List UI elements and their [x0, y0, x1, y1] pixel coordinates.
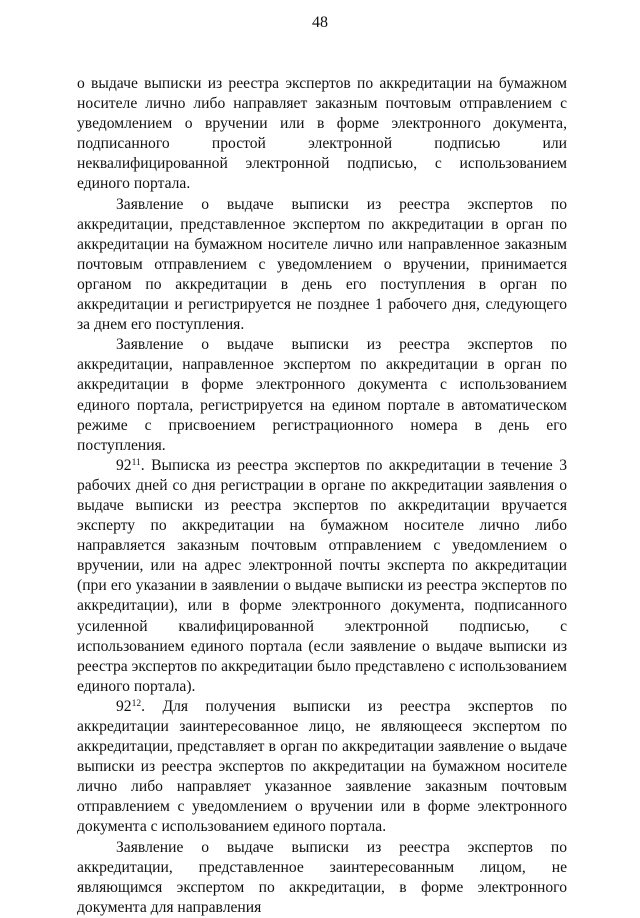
paragraph-interested-party-electronic: Заявление о выдаче выписки из реестра экспертов по аккредитации, представленное заинтересованным лицом, не являющимся экспертом по аккредитации, в форме электронного документа для направления: [77, 838, 567, 916]
paragraph-continuation: о выдаче выписки из реестра экспертов по аккредитации на бумажном носителе лично либо направляет заказным почтовым отправлением с уведомлением о вручении или в форме электронного документа, подписанного простой электронной подписью или неквалифицированной электронной подписью, с использованием единого портала.: [77, 75, 567, 193]
clause-number: 92: [116, 697, 132, 715]
clause-92-12: [77, 697, 567, 838]
clause-superscript: 12: [131, 698, 142, 709]
clause-text: . Для получения выписки из реестра экспертов по аккредитации заинтересованное лицо, не являющееся экспертом по аккредитации, представляет в орган по аккредитации заявление о выдаче выписки из реестра экспертов по аккредитации на бумажном носителе лично либо направляет указанное заявление заказным почтовым отправлением с уведомлением о вручении или в форме электронного документа с использованием единого портала.: [77, 697, 567, 836]
page-number: 48: [312, 14, 328, 31]
clause-superscript: 11: [131, 457, 141, 468]
paragraph-registration-paper: Заявление о выдаче выписки из реестра экспертов по аккредитации, представленное экспертом по аккредитации в орган по аккредитации на бумажном носителе лично или направленное заказным почтовым отправлением с уведомлением о вручении, принимается органом по аккредитации в день его поступления в орган по аккредитации и регистрируется не позднее 1 рабочего дня, следующего за днем его поступления.: [77, 195, 567, 334]
clause-number: 92: [116, 456, 132, 474]
clause-text: . Выписка из реестра экспертов по аккредитации в течение 3 рабочих дней со дня регистрации в органе по аккредитации заявления о выдаче выписки из реестра экспертов по аккредитации вручается эксперту по аккредитации на бумажном носителе лично либо направляется заказным почтовым отправлением с уведомлением о вручении, или на адрес электронной почты эксперта по аккредитации (при его указании в заявлении о выдаче выписки из реестра экспертов по аккредитации), или в форме электронного документа, подписанного усиленной квалифицированной электронной подписью, с использованием единого портала (если заявление о выдаче выписки из реестра экспертов по аккредитации было представлено с использованием единого портала).: [77, 456, 567, 695]
paragraph-registration-electronic: Заявление о выдаче выписки из реестра экспертов по аккредитации, направленное экспертом по аккредитации в орган по аккредитации в форме электронного документа с использованием единого портала, регистрируется на едином портале в автоматическом режиме с присвоением регистрационного номера в день его поступления.: [77, 336, 567, 454]
document-body: [77, 74, 567, 918]
clause-92-11: [77, 456, 567, 697]
